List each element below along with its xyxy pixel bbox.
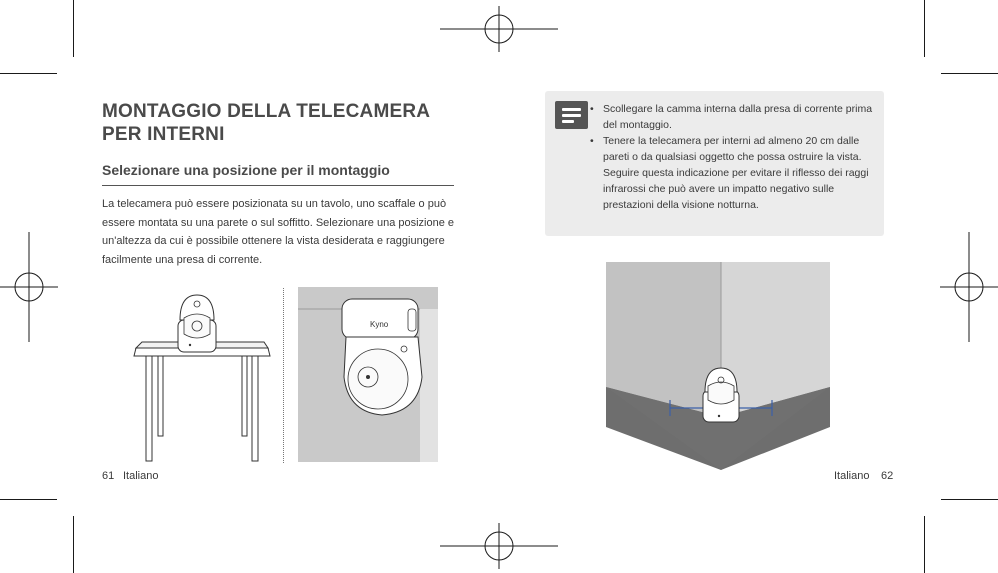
registration-mark-right bbox=[940, 232, 998, 342]
crop-mark-bottom-left-v bbox=[73, 516, 74, 573]
right-page-language: Italiano bbox=[834, 470, 870, 482]
left-page-number: 61 bbox=[102, 470, 115, 482]
subtitle-divider bbox=[102, 185, 454, 186]
note-item: • Tenere la telecamera per interni ad almeno 20 cm dalle pareti o da qualsiasi oggetto che possa ostruire la vista. Seguire questa indicazione per evitare il riflesso dei raggi infrarossi che può avere un impatto negativo sulle prestazioni della visione notturna. bbox=[590, 133, 875, 213]
camera-room-corner-illustration bbox=[606, 262, 830, 470]
crop-mark-top-left-v bbox=[73, 0, 74, 57]
registration-mark-bottom bbox=[440, 523, 558, 569]
note-lines-icon bbox=[555, 101, 588, 129]
left-page-language: Italiano bbox=[123, 470, 159, 482]
right-page-number: 62 bbox=[881, 470, 894, 482]
crop-mark-bottom-right-v bbox=[924, 516, 925, 573]
crop-mark-top-right-v bbox=[924, 0, 925, 57]
camera-brand-label: Kyno bbox=[370, 320, 389, 329]
registration-mark-left bbox=[0, 232, 58, 342]
crop-mark-top-right-h bbox=[941, 73, 998, 74]
crop-mark-bottom-left-h bbox=[0, 499, 57, 500]
note-list bbox=[590, 101, 875, 213]
illustration-divider bbox=[283, 288, 284, 463]
registration-mark-top bbox=[440, 6, 558, 52]
camera-on-table-illustration bbox=[128, 290, 278, 465]
crop-mark-top-left-h bbox=[0, 73, 57, 74]
page-title: MONTAGGIO DELLA TELECAMERA PER INTERNI bbox=[102, 101, 430, 145]
camera-wall-mount-illustration bbox=[298, 287, 438, 462]
section-subtitle: Selezionare una posizione per il montaggio bbox=[102, 162, 390, 178]
crop-mark-bottom-right-h bbox=[941, 499, 998, 500]
body-paragraph: La telecamera può essere posizionata su un tavolo, uno scaffale o può essere montata su una parete o sul soffitto. Selezionare una posizione e un'altezza da cui è possibile ottenere la vista desiderata e raggiungere facilmente una presa di corrente. bbox=[102, 198, 455, 266]
note-item: • Scollegare la camma interna dalla presa di corrente prima del montaggio. bbox=[590, 101, 875, 133]
